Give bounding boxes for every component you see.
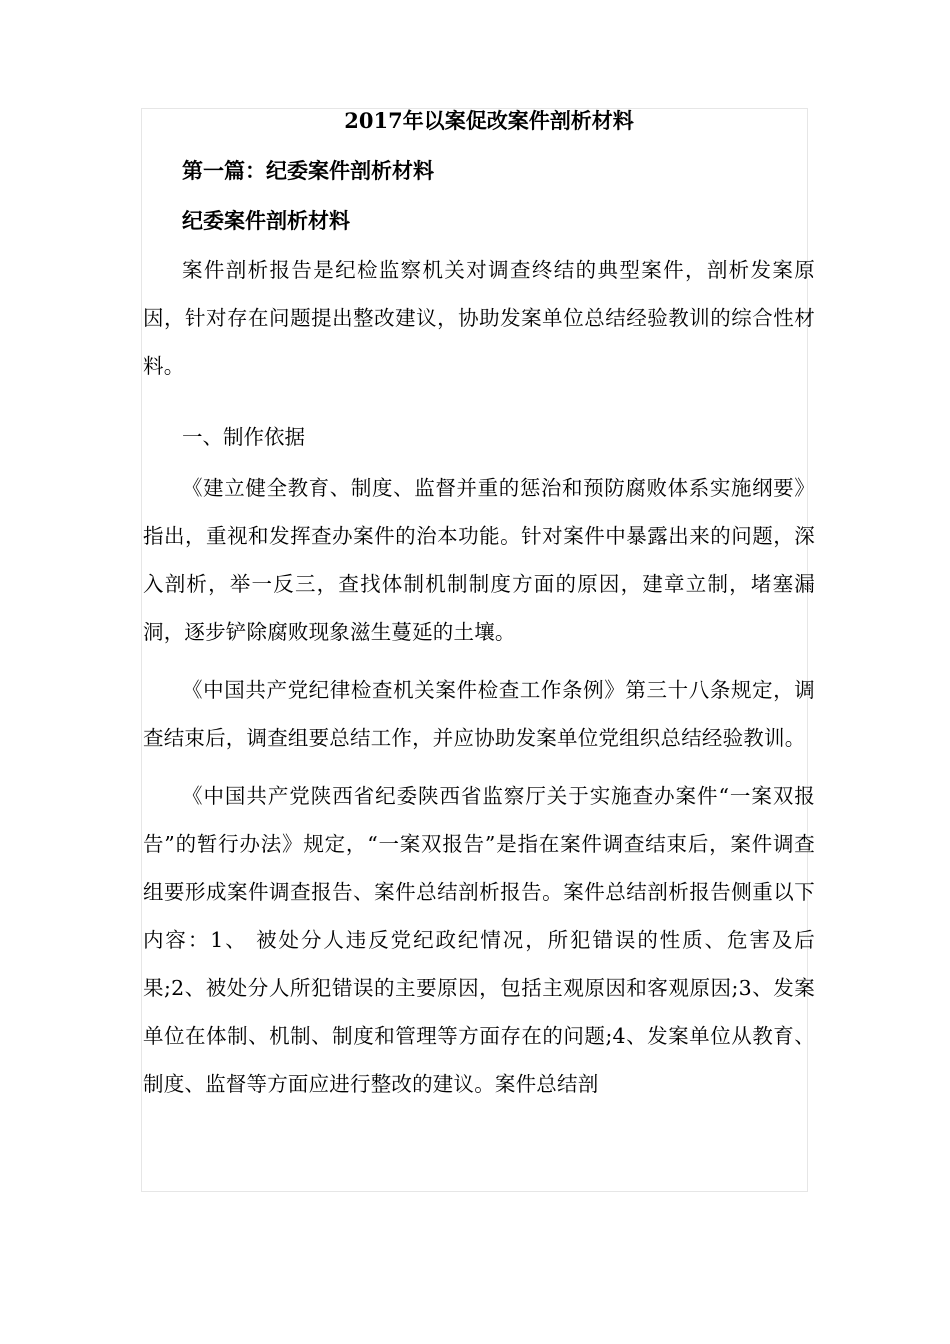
section-heading: 一、制作依据 bbox=[182, 425, 305, 449]
document-title: 2017年以案促改案件剖析材料 bbox=[344, 108, 634, 133]
part-heading: 第一篇：纪委案件剖析材料 bbox=[182, 158, 434, 183]
intro-paragraph: 案件剖析报告是纪检监察机关对调查终结的典型案件，剖析发案原因，针对存在问题提出整改建议，协助发案单位总结经验教训的综合性材料。 bbox=[143, 258, 815, 378]
basis-paragraph-1: 《建立健全教育、制度、监督并重的惩治和预防腐败体系实施纲要》指出，重视和发挥查办案件的治本功能。针对案件中暴露出来的问题，深入剖析，举一反三，查找体制机制制度方面的原因，建章立制，堵塞漏洞，逐步铲除腐败现象滋生蔓延的土壤。 bbox=[143, 476, 815, 644]
basis-paragraph-2: 《中国共产党纪律检查机关案件检查工作条例》第三十八条规定，调查结束后，调查组要总结工作，并应协助发案单位党组织总结经验教训。 bbox=[143, 678, 815, 750]
sub-heading: 纪委案件剖析材料 bbox=[182, 208, 350, 233]
basis-paragraph-3: 《中国共产党陕西省纪委陕西省监察厅关于实施查办案件“一案双报告”的暂行办法》规定，“一案双报告”是指在案件调查结束后，案件调查组要形成案件调查报告、案件总结剖析报告。案件总结剖析报告侧重以下内容：1、 被处分人违反党纪政纪情况，所犯错误的性质、危害及后果;2、被处分人所犯错误的主要原因，包括主观原因和客观原因;3、发案单位在体制、机制、制度和管理等方面存在的问题;4、发案单位从教育、制度、监督等方面应进行整改的建议。案件总结剖 bbox=[143, 784, 815, 1096]
document-body bbox=[143, 104, 815, 1108]
